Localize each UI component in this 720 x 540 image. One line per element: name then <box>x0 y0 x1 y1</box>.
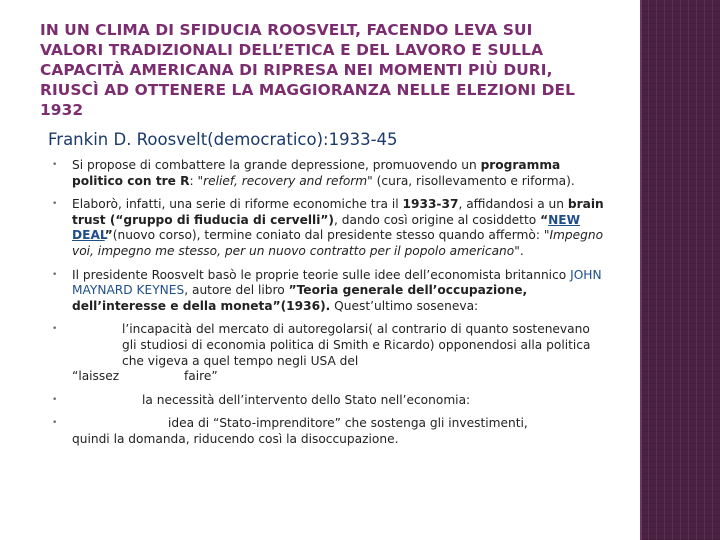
list-item <box>50 416 606 447</box>
decorative-sidebar <box>640 0 720 540</box>
text-span: Elaborò, infatti, una serie di riforme economiche tra il <box>72 197 403 212</box>
list-item <box>50 322 606 384</box>
text-span: Quest’ultimo soseneva: <box>330 298 479 313</box>
bullet-icon: • <box>52 324 58 335</box>
text-span: , dando così origine al cosiddetto <box>334 212 541 227</box>
sidebar-edge <box>640 0 642 540</box>
text-span: Si propose di combattere la grande depressione, promuovendo un <box>72 158 481 172</box>
emphasis-text: 1933-37 <box>402 197 459 212</box>
list-item <box>50 393 606 409</box>
text-span: idea di “Stato-imprenditore” che sostenga gli investimenti, <box>168 416 528 431</box>
text-span: Il presidente Roosvelt basò le proprie teorie sulle idee dell’economista britannico <box>72 267 571 282</box>
text-span: l’incapacità del mercato di autoregolarsi( al contrario di quanto sostenevano gli studiosi di economia politica di Smith e Ricardo) opponendosi alla politica che vigeva a quel tempo negli USA del <box>122 322 591 368</box>
new-deal-link[interactable]: NEW DEAL <box>72 212 581 243</box>
text-span: , autore del libro <box>184 283 289 298</box>
list-item <box>50 268 606 315</box>
bullet-icon: • <box>52 160 58 170</box>
emphasis-text: programma politico con tre R <box>72 158 561 188</box>
text-span: quindi la domanda, riducendo così la disoccupazione. <box>72 431 399 446</box>
text-span: , affidandosi a un <box>458 197 568 212</box>
slide-subtitle: Frankin D. Roosvelt(democratico):1933-45 <box>48 130 398 149</box>
text-span: ". <box>514 243 524 258</box>
bullet-icon: • <box>52 199 58 210</box>
bullet-icon: • <box>52 418 58 429</box>
keynes-name: JOHN MAYNARD KEYNES <box>72 267 602 298</box>
list-item <box>50 158 606 189</box>
bullet-list <box>50 158 606 456</box>
text-span: (nuovo corso), termine coniato dal presidente stesso quando affermò: " <box>112 228 550 243</box>
emphasis-text: ” <box>104 228 113 243</box>
emphasis-text: brain trust <box>72 197 604 227</box>
emphasis-text: (“gruppo di fiuducia di cervelli”) <box>105 212 334 227</box>
text-span: “laissez <box>72 369 120 384</box>
text-span: faire” <box>184 369 218 384</box>
italic-text: relief, recovery and reform <box>203 173 368 188</box>
bullet-icon: • <box>52 394 58 405</box>
list-item <box>50 197 606 259</box>
book-title: ”Teoria generale dell’occupazione, dell’interesse e della moneta”(1936). <box>72 283 528 313</box>
slide-title: IN UN CLIMA DI SFIDUCIA ROOSVELT, FACENDO LEVA SUI VALORI TRADIZIONALI DELL’ETICA E DEL LAVORO E SULLA CAPACITÀ AMERICANA DI RIPRESA NEI MOMENTI PIÙ DURI, RIUSCÌ AD OTTENERE LA MAGGIORANZA NELLE ELEZIONI DEL 1932 <box>40 21 576 119</box>
text-span: " (cura, risollevamento e riforma). <box>367 173 575 188</box>
text-span: la necessità dell’intervento dello Stato nell’economia: <box>142 392 471 407</box>
emphasis-text: “ <box>540 212 549 227</box>
text-span: : " <box>189 173 204 188</box>
quote-text: Impegno voi, impegno me stesso, per un nuovo contratto per il popolo americano <box>72 228 604 258</box>
bullet-icon: • <box>52 269 58 280</box>
